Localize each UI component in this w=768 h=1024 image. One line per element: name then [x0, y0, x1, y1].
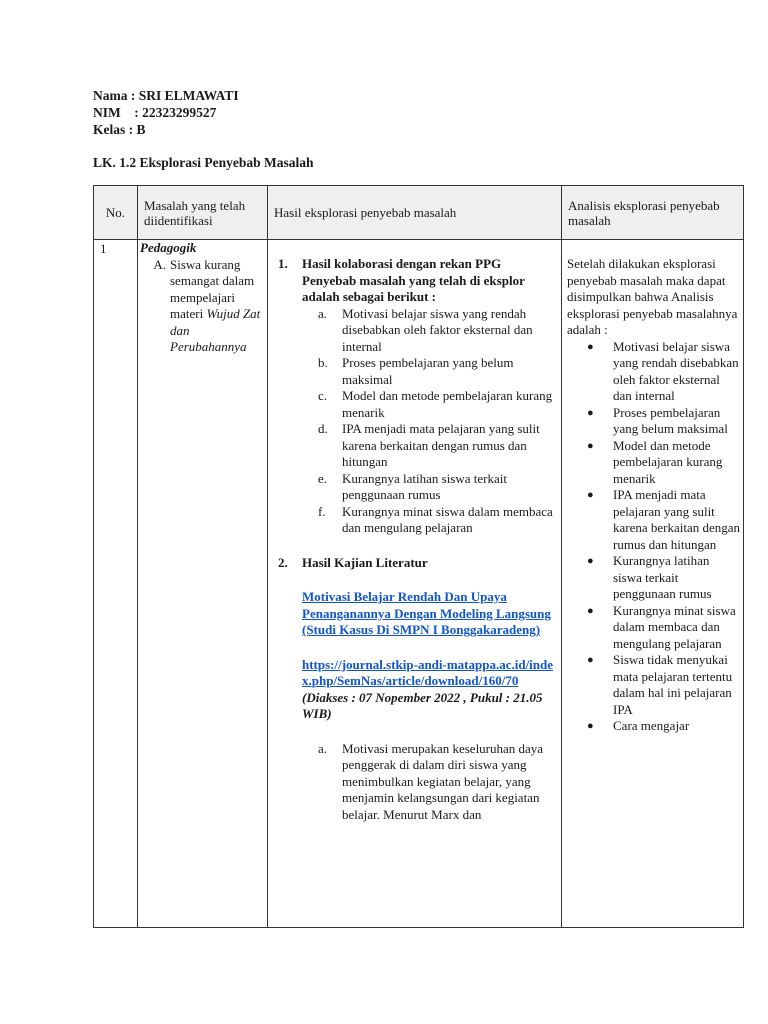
analysis-list [567, 339, 741, 735]
analysis-item-text: IPA menjadi mata pelajaran yang sulit karena berkaitan dengan rumus dan hitungan [613, 487, 741, 552]
analysis-item [587, 487, 741, 553]
bullet-icon: ● [587, 489, 594, 501]
exploration-table [93, 185, 744, 928]
list-item-letter: f. [318, 503, 326, 519]
bullet-icon: ● [587, 406, 594, 419]
list-item [318, 741, 557, 824]
analysis-item [587, 718, 741, 735]
bullet-icon: ● [587, 720, 594, 732]
student-nim: NIM : 22323299527 [93, 105, 217, 120]
analysis-item-text: Motivasi belajar siswa yang rendah disebabkan oleh faktor eksternal dan internal [613, 338, 739, 403]
list-item-text: IPA menjadi mata pelajaran yang sulit karena berkaitan dengan rumus dan hitungan [342, 421, 540, 469]
list-item [318, 306, 557, 356]
list-item-text: Motivasi merupakan keseluruhan daya penggerak di dalam diri siswa yang menimbulkan kegiatan belajar, yang menjamin kelangsungan dari kegiatan belajar. Menurut Marx dan [342, 740, 544, 822]
analysis-item-text: Kurangnya latihan siswa terkait penggunaan rumus [613, 553, 712, 601]
problem-item [140, 257, 267, 356]
list-item-text: Kurangnya latihan siswa terkait penggunaan rumus [342, 470, 507, 502]
list-item-letter: a. [318, 740, 328, 756]
list-item-letter: c. [318, 388, 328, 403]
column-header-hasil: Hasil eksplorasi penyebab masalah [268, 186, 562, 240]
cell-masalah [138, 240, 268, 928]
analysis-item [587, 603, 741, 653]
literature-title-link[interactable]: Motivasi Belajar Rendah Dan Upaya Penanganannya Dengan Modeling Langsung (Studi Kasus Di SMPN I Bonggakaradeng) [302, 589, 551, 637]
analysis-item-text: Proses pembelajaran yang belum maksimal [613, 404, 728, 436]
cause-list [278, 306, 557, 537]
problem-text: Siswa kurang semangat dalam mempelajari materi [170, 256, 255, 321]
column-header-masalah: Masalah yang telah diidentifikasi [138, 186, 268, 240]
bullet-icon: ● [587, 340, 594, 353]
analysis-item-text: Kurangnya minat siswa dalam membaca dan mengulang pelajaran [613, 602, 736, 651]
literature-url-link[interactable]: https://journal.stkip-andi-matappa.ac.id/index.php/SemNas/article/download/160/70 [302, 656, 554, 688]
row-number: 1 [100, 241, 107, 256]
bullet-icon: ● [587, 654, 594, 666]
list-item [318, 388, 557, 421]
section-1-subtitle: Penyebab masalah yang telah di eksplor adalah sebagai berikut : [302, 272, 525, 304]
analysis-item-text: Siswa tidak menyukai mata pelajaran tertentu dalam hal ini pelajaran IPA [613, 652, 733, 717]
list-item-letter: b. [318, 355, 328, 370]
analysis-item [587, 553, 741, 603]
section-1-heading [278, 256, 557, 273]
list-item [318, 471, 557, 504]
table-row [94, 240, 744, 928]
worksheet-title: LK. 1.2 Eksplorasi Penyebab Masalah [93, 155, 314, 170]
list-item-letter: d. [318, 421, 328, 436]
student-name: Nama : SRI ELMAWATI [93, 88, 239, 103]
list-item-text: Kurangnya minat siswa dalam membaca dan mengulang pelajaran [342, 503, 553, 535]
column-header-no: No. [94, 186, 138, 240]
list-item [318, 355, 557, 388]
analysis-item [587, 652, 741, 718]
student-info [93, 87, 239, 138]
list-item-letter: a. [318, 305, 328, 321]
bullet-icon: ● [587, 604, 594, 617]
section-2-number: 2. [278, 554, 288, 570]
problem-category: Pedagogik [140, 240, 197, 255]
list-item-text: Motivasi belajar siswa yang rendah disebabkan oleh faktor eksternal dan internal [342, 305, 533, 354]
column-header-analisis: Analisis eksplorasi penyebab masalah [562, 186, 744, 240]
cell-hasil [268, 240, 562, 928]
section-2-title: Hasil Kajian Literatur [302, 554, 428, 570]
analysis-intro: Setelah dilakukan eksplorasi penyebab masalah maka dapat disimpulkan bahwa Analisis eksplorasi penyebab masalahnya adalah : [567, 256, 738, 337]
section-2-heading [278, 555, 557, 572]
cell-no [94, 240, 138, 928]
analysis-item-text: Model dan metode pembelajaran kurang menarik [613, 437, 723, 486]
student-class: Kelas : B [93, 122, 146, 137]
analysis-item [587, 438, 741, 488]
list-item-text: Proses pembelajaran yang belum maksimal [342, 355, 514, 387]
problem-letter: A. [153, 256, 166, 272]
section-1-title: Hasil kolaborasi dengan rekan PPG [302, 256, 502, 271]
cell-analisis [562, 240, 744, 928]
list-item [318, 421, 557, 471]
section-1-number: 1. [278, 256, 288, 271]
bullet-icon: ● [587, 555, 594, 567]
bullet-icon: ● [587, 439, 594, 452]
access-date: (Diakses : 07 Nopember 2022 , Pukul : 21.05 WIB) [302, 689, 543, 721]
problem-topic: Wujud Zat dan Perubahannya [170, 306, 261, 354]
analysis-item [587, 339, 741, 405]
analysis-item-text: Cara mengajar [613, 718, 690, 733]
analysis-item [587, 405, 741, 438]
table-header-row [94, 186, 744, 240]
list-item-text: Model dan metode pembelajaran kurang menarik [342, 388, 553, 420]
literature-point-list [278, 741, 557, 824]
list-item [318, 504, 557, 537]
list-item-letter: e. [318, 470, 328, 486]
